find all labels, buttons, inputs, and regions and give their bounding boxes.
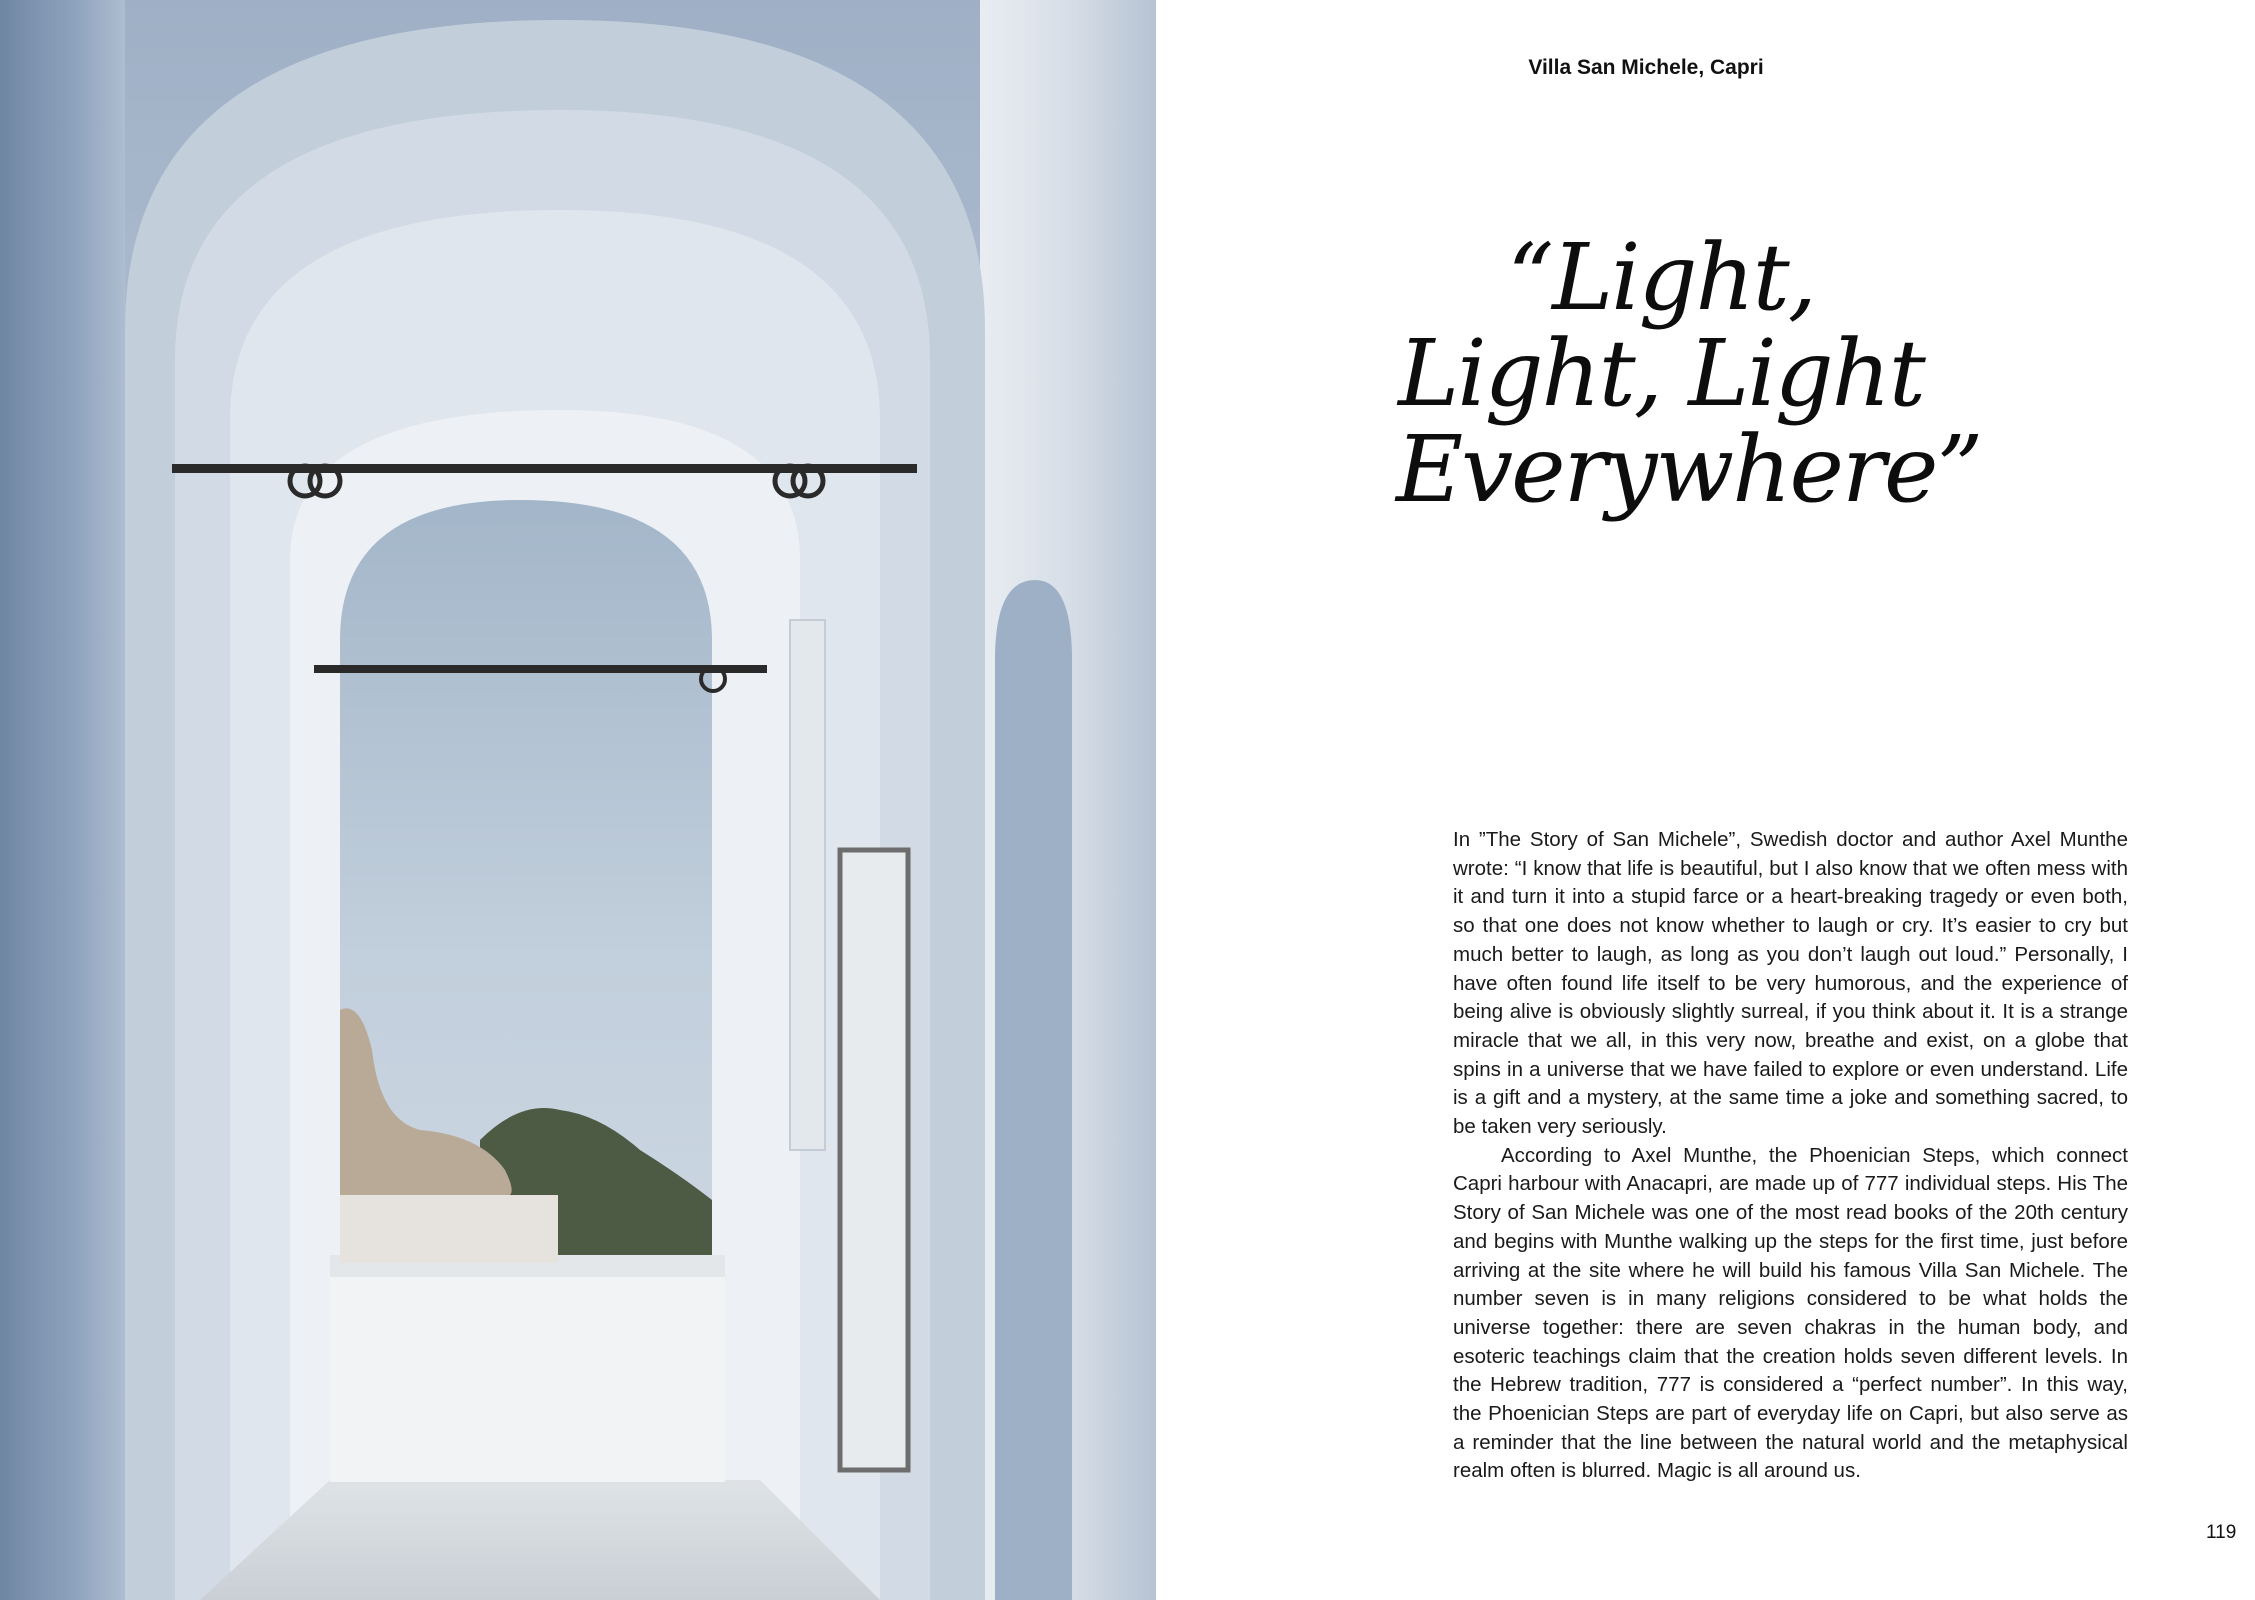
article-body (1453, 826, 2128, 1486)
pull-quote-headline (1396, 224, 1982, 523)
headline-line: “Light, (1507, 224, 1815, 331)
text-page (1156, 0, 2255, 1600)
headline-line: Everywhere” (1396, 416, 1982, 523)
section-title: Villa San Michele, Capri (1528, 56, 1764, 79)
headline-line: Light, Light (1398, 320, 1924, 427)
body-paragraph: In ”The Story of San Michele”, Swedish doctor and author Axel Munthe wrote: “I know that life is beautiful, but I also know that we often mess with it and turn it into a stupid farce or a heart-breaking tragedy or even both, so that one does not know whether to laugh or cry. It’s easier to cry but much better to laugh, as long as you don’t laugh out loud.” Personally, I have often found life itself to be very humorous, and the experience of being alive is obviously slightly surreal, if you think about it. It is a strange miracle that we all, in this very now, breathe and exist, on a globe that spins in a universe that we have failed to explore or even understand. Life is a gift and a mystery, at the same time a joke and something sacred, to be taken very seriously. (1453, 828, 2128, 1139)
body-paragraph: According to Axel Munthe, the Phoenician Steps, which connect Capri harbour with Anacapri, are made up of 777 individual steps. His The Story of San Michele was one of the most read books of the 20th century and begins with Munthe walking up the steps for the first time, just before arriving at the site where he will build his famous Villa San Michele. The number seven is in many religions considered to be what holds the universe together: there are seven chakras in the human body, and esoteric teachings claim that the creation holds seven different levels. In the Hebrew tradition, 777 is considered a “perfect number”. In this way, the Phoenician Steps are part of everyday life on Capri, but also serve as a reminder that the line between the natural world and the metaphysical realm often is blurred. Magic is all around us. (1453, 1143, 2128, 1483)
page-number: 119 (2206, 1522, 2237, 1543)
